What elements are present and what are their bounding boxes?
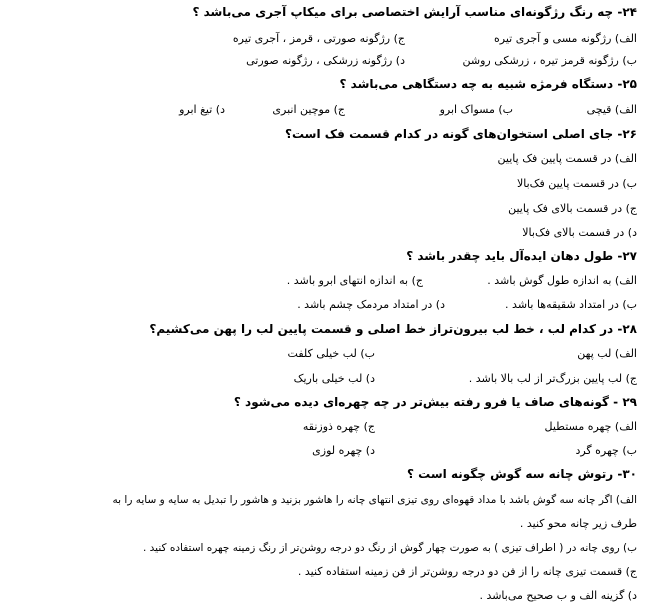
question-25-option-a: الف) قیچی — [586, 103, 637, 116]
question-24-option-c: ج) رژگونه صورتی ، قرمز ، آجری تیره — [232, 32, 405, 45]
question-24-option-a: الف) رژگونه مسی و آجری تیره — [493, 32, 637, 45]
question-27-option-d: د) در امتداد مردمک چشم باشد . — [297, 298, 445, 311]
question-30-option-d: د) گزینه الف و ب صحیح می‌باشد . — [479, 589, 637, 602]
question-27-title: ۲۷- طول دهان ایده‌آل باید چقدر باشد ؟ — [406, 249, 637, 263]
question-29-option-d: د) چهره لوزی — [312, 444, 375, 457]
question-28-option-d: د) لب خیلی باریک — [293, 372, 375, 385]
question-27-option-a: الف) به اندازه طول گوش باشد . — [487, 274, 637, 287]
question-28-option-c: ج) لب پایین بزرگ‌تر از لب بالا باشد . — [468, 372, 637, 385]
question-30-title: ۳۰- رتوش چانه سه گوش چگونه است ؟ — [407, 467, 637, 481]
question-26-option-a: الف) در قسمت پایین فک پایین — [497, 152, 637, 165]
question-30-option-a-line2: طرف زیر چانه محو کنید . — [519, 517, 637, 530]
question-25-option-b: ب) مسواک ابرو — [439, 103, 513, 116]
question-28-option-a: الف) لب پهن — [577, 347, 637, 360]
question-24-title: ۲۴- چه رنگ رژگونه‌ای مناسب آرایش اختصاصی برای میکاپ آجری می‌باشد ؟ — [192, 5, 637, 19]
question-28-option-b: ب) لب خیلی کلفت — [287, 347, 375, 360]
question-27-option-c: ج) به اندازه انتهای ابرو باشد . — [286, 274, 423, 287]
question-29-option-a: الف) چهره مستطیل — [544, 420, 637, 433]
question-26-option-d: د) در قسمت بالای فک‌بالا — [522, 226, 637, 239]
question-26-option-c: ج) در قسمت بالای فک پایین — [508, 202, 637, 215]
question-29-title: ۲۹ - گونه‌های صاف یا فرو رفته بیش‌تر در چه چهره‌ای دیده می‌شود ؟ — [233, 395, 637, 409]
question-28-title: ۲۸- در کدام لب ، خط لب بیرون‌تراز خط اصلی و قسمت پایین لب را پهن می‌کشیم؟ — [149, 322, 637, 336]
question-30-option-a-line1: الف) اگر چانه سه گوش باشد با مداد قهوه‌ای روی تیزی انتهای چانه را هاشور بزنید و هاشور را تبدیل به سایه و سایه را به — [112, 494, 637, 506]
question-24-option-d: د) رژگونه زرشکی ، رژگونه صورتی — [246, 54, 405, 67]
question-26-title: ۲۶- جای اصلی استخوان‌های گونه در کدام قسمت فک است؟ — [284, 127, 637, 141]
question-25-option-d: د) تیغ ابرو — [179, 103, 225, 116]
question-25-title: ۲۵- دستگاه فرمژه شبیه به چه دستگاهی می‌باشد ؟ — [339, 77, 637, 91]
question-29-option-b: ب) چهره گرد — [575, 444, 637, 457]
question-30-option-b: ب) روی چانه در ( اطراف تیزی ) به صورت چهار گوش از رنگ دو درجه روشن‌تر از رنگ زمینه چهره استفاده کنید . — [142, 542, 637, 554]
question-26-option-b: ب) در قسمت پایین فک‌بالا — [516, 177, 637, 190]
question-30-option-c: ج) قسمت تیزی چانه را از فن دو درجه روشن‌تر از فن زمینه استفاده کنید . — [297, 565, 637, 578]
question-27-option-b: ب) در امتداد شقیقه‌ها باشد . — [505, 298, 637, 311]
question-25-option-c: ج) موچین انبری — [272, 103, 345, 116]
question-29-option-c: ج) چهره ذوزنقه — [302, 420, 375, 433]
question-24-option-b: ب) رژگونه قرمز تیره ، زرشکی روشن — [462, 54, 637, 67]
